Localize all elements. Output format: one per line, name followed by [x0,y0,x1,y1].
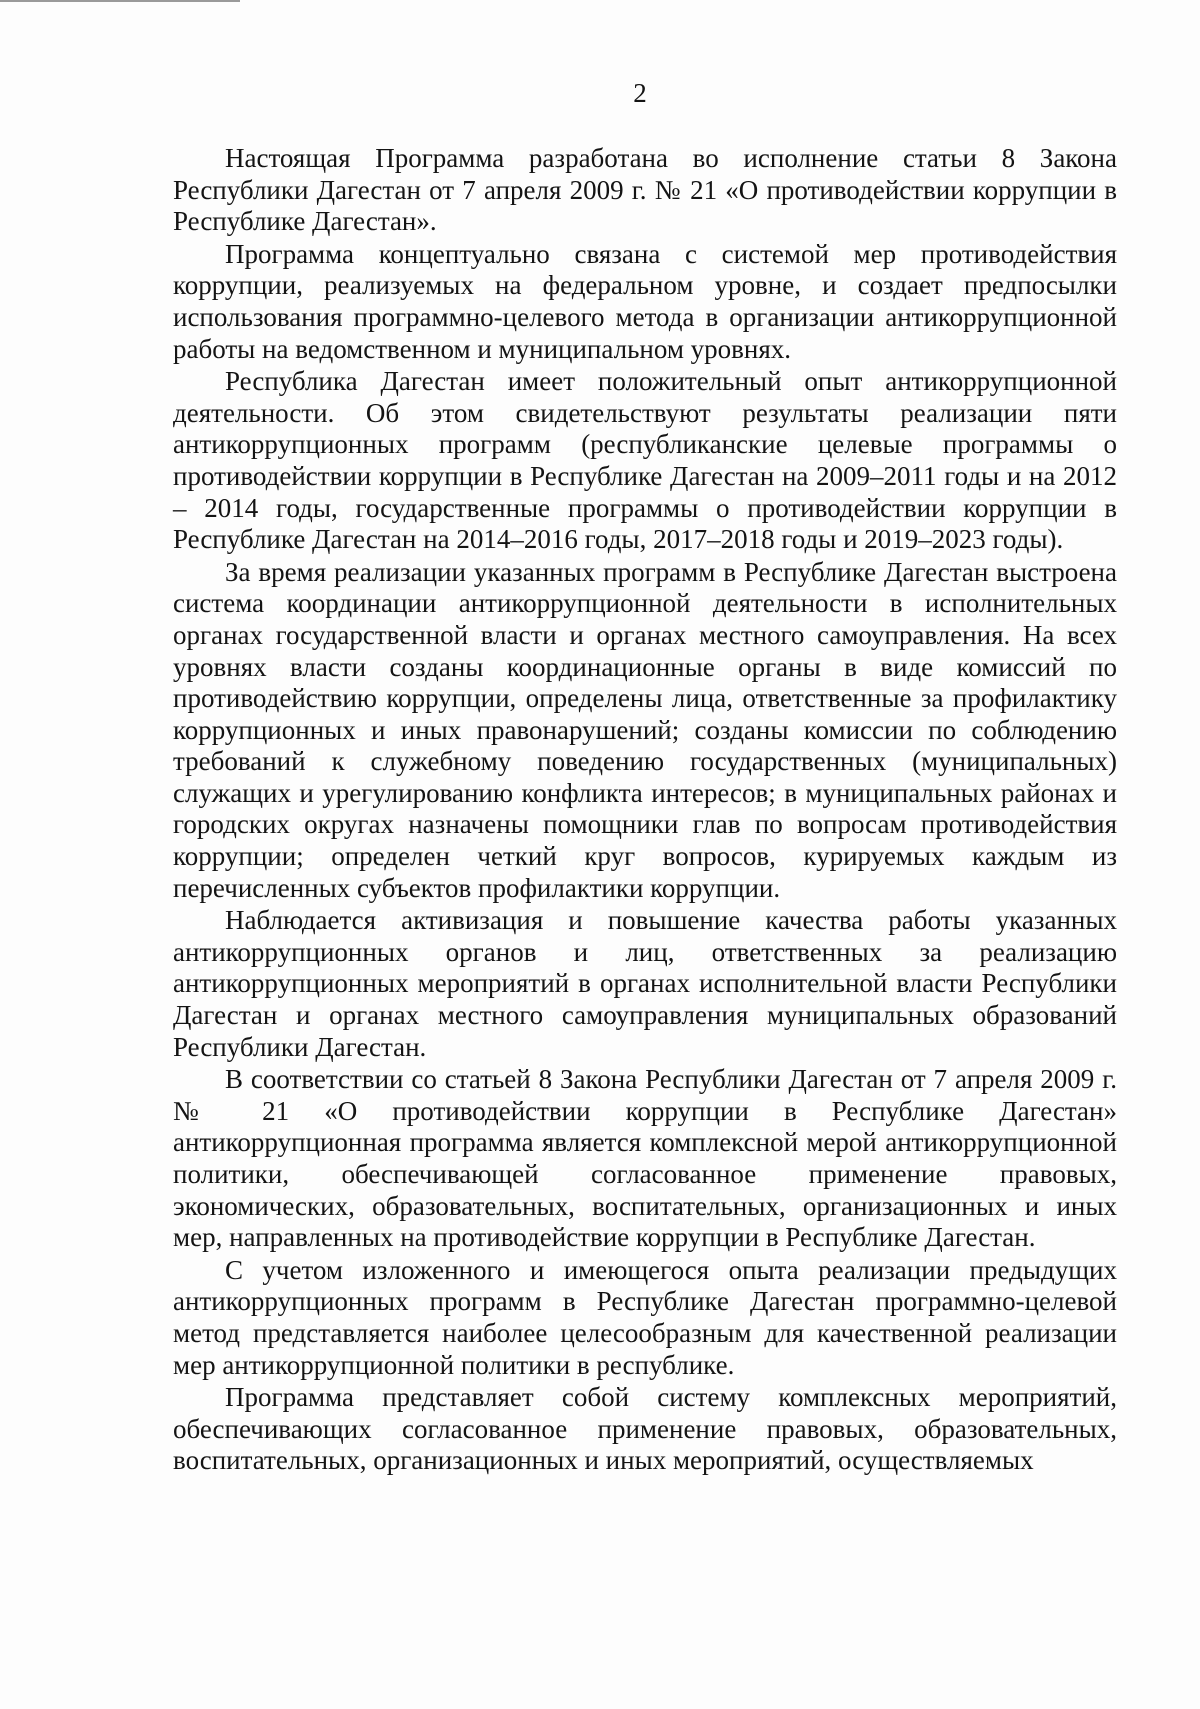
paragraph: С учетом изложенного и имеющегося опыта реализации предыдущих антикоррупционных программ в Республике Дагестан программно-целевой метод представляется наиболее целесообразным для качественной реализации мер антикоррупционной политики в республике. [173,1254,1117,1380]
scan-edge-mark [0,0,240,2]
paragraph: За время реализации указанных программ в Республике Дагестан выстроена система координации антикоррупционной деятельности в исполнительных органах государственной власти и органах местного самоуправления. На всех уровнях власти созданы координационные органы в виде комиссий по противодействию коррупции, определены лица, ответственные за профилактику коррупционных и иных правонарушений; созданы комиссии по соблюдению требований к служебному поведению государственных (муниципальных) служащих и урегулированию конфликта интересов; в муниципальных районах и городских округах назначены помощники глав по вопросам противодействия коррупции; определен четкий круг вопросов, курируемых каждым из перечисленных субъектов профилактики коррупции. [173,556,1117,903]
paragraph: Программа концептуально связана с системой мер противодействия коррупции, реализуемых на федеральном уровне, и создает предпосылки использования программно-целевого метода в организации антикоррупционной работы на ведомственном и муниципальном уровнях. [173,238,1117,364]
document-body [173,143,1117,1478]
paragraph: Программа представляет собой систему комплексных мероприятий, обеспечивающих согласованное применение правовых, образовательных, воспитательных, организационных и иных мероприятий, осуществляемых [173,1382,1117,1476]
paragraph: Настоящая Программа разработана во исполнение статьи 8 Закона Республики Дагестан от 7 апреля 2009 г. № 21 «О противодействии коррупции в Республике Дагестан». [173,143,1117,237]
paragraph: В соответствии со статьей 8 Закона Республики Дагестан от 7 апреля 2009 г. № 21 «О противодействии коррупции в Республике Дагестан» антикоррупционная программа является комплексной мерой антикоррупционной политики, обеспечивающей согласованное применение правовых, экономических, образовательных, воспитательных, организационных и иных мер, направленных на противодействие коррупции в Республике Дагестан. [173,1064,1117,1253]
paragraph: Республика Дагестан имеет положительный опыт антикоррупционной деятельности. Об этом свидетельствуют результаты реализации пяти антикоррупционных программ (республиканские целевые программы о противодействии коррупции в Республике Дагестан на 2009–2011 годы и на 2012 – 2014 годы, государственные программы о противодействии коррупции в Республике Дагестан на 2014–2016 годы, 2017–2018 годы и 2019–2023 годы). [173,366,1117,555]
page-number: 2 [633,78,647,108]
paragraph: Наблюдается активизация и повышение качества работы указанных антикоррупционных органов и лиц, ответственных за реализацию антикоррупционных мероприятий в органах исполнительной власти Республики Дагестан и органах местного самоуправления муниципальных образований Республики Дагестан. [173,905,1117,1062]
